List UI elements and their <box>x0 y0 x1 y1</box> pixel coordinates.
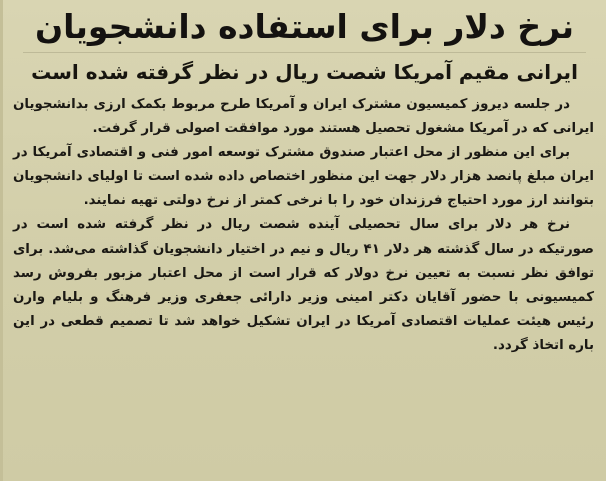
paragraph-3: نرخ هر دلار برای سال تحصیلی آینده شصت ریال در نظر گرفته شده است در صورتیکه در سال گذشته هر دلار ۴۱ ریال و نیم در اختیار دانشجویان گذاشته می‌شد. برای توافق نظر نسبت به تعیین نرخ دولار که قرار است از محل اعتبار مزبور بفروش رسد کمیسیونی با حضور آقایان دکتر امینی وزیر دارائی جعفری وزیر فرهنگ و بلیام وارن رئیس هیئت عملیات اقتصادی آمریکا در ایران تشکیل خواهد شد تا تصمیم قطعی در این باره اتخاذ گردد. <box>13 217 594 353</box>
headline: نرخ دلار برای استفاده دانشجویان <box>34 7 575 46</box>
headline-divider <box>23 52 586 53</box>
paragraph-2: برای این منظور از محل اعتبار صندوق مشترک توسعه امور فنی و اقتصادی آمریکا در ایران مبلغ پانصد هزار دلار جهت این منظور اختصاص داده شده است تا اولیای دانشجویان بتوانند ارز مورد احتیاج فرزندان خود را با نرخی کمتر از نرخ دولتی تهیه نمایند. <box>13 145 594 209</box>
subheadline: ایرانی مقیم آمریکا شصت ریال در نظر گرفته شده است <box>31 60 578 84</box>
article-body <box>13 93 594 358</box>
paragraph-1: در جلسه دیروز کمیسیون مشترک ایران و آمریکا طرح مربوط بکمک ارزی بدانشجویان ایرانی که در آمریکا مشغول تحصیل هستند مورد موافقت اصولی قرار گرفت. <box>13 97 594 137</box>
